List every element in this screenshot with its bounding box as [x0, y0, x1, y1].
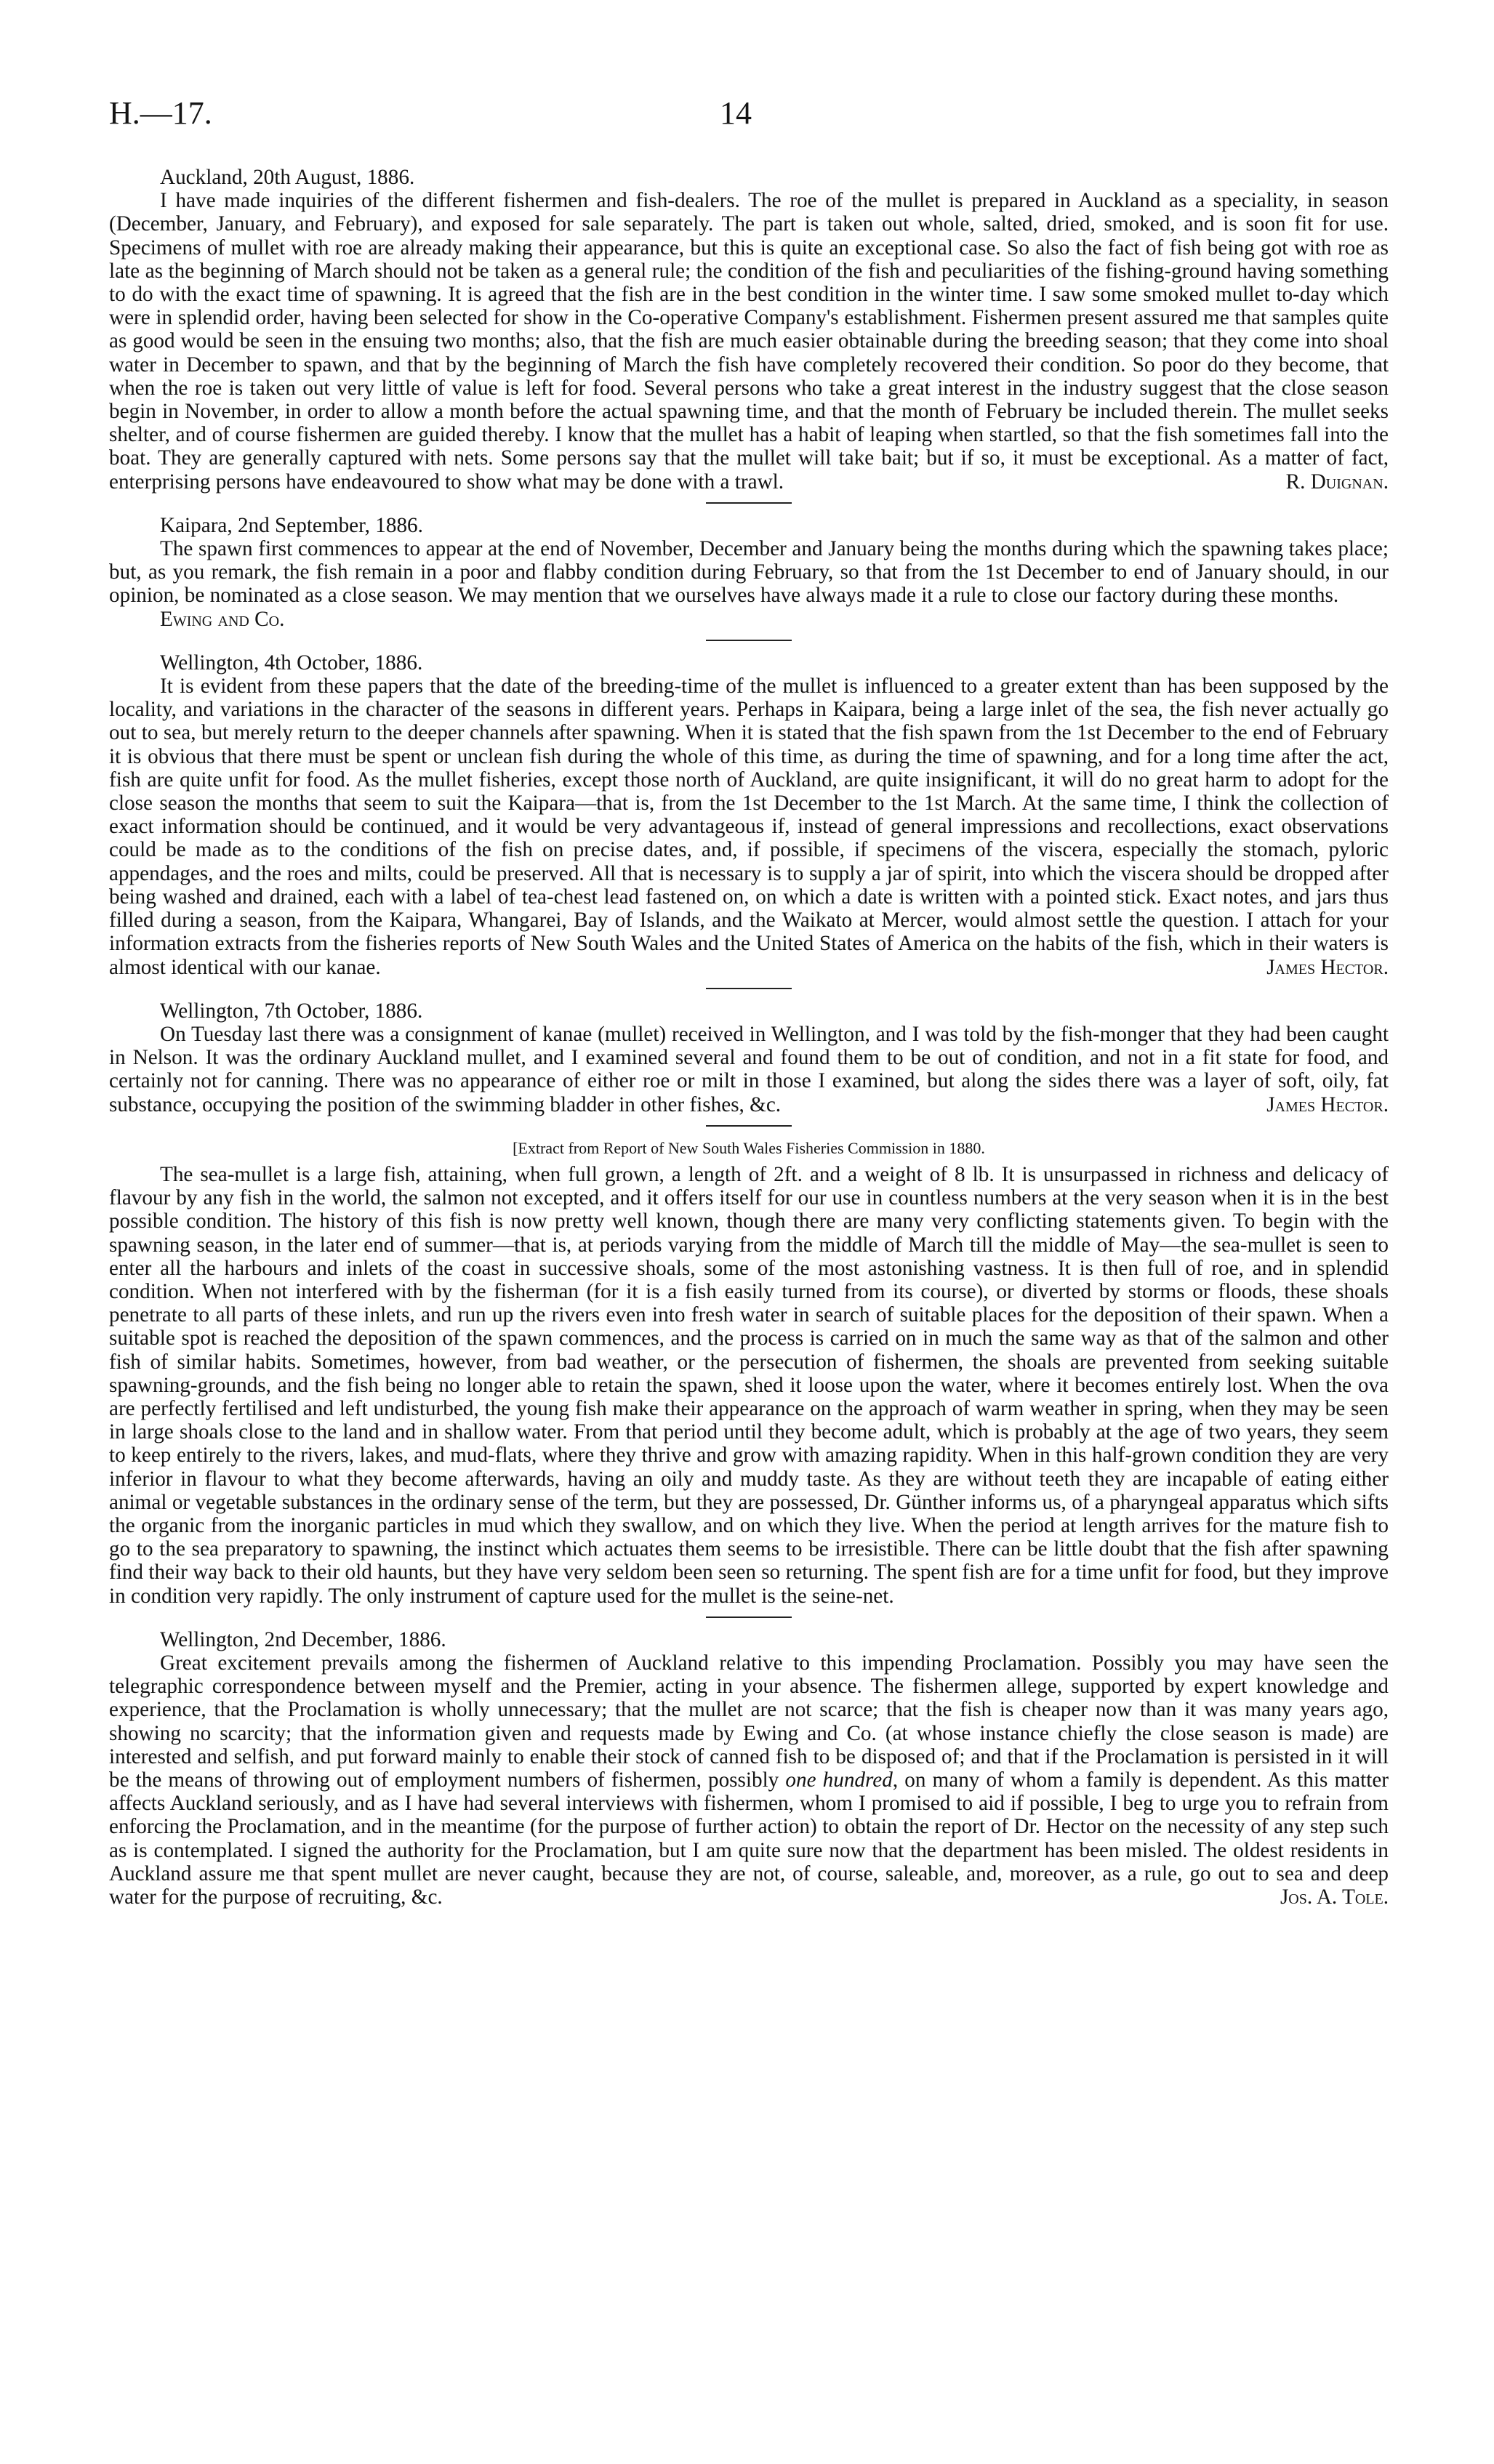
- letter-body: Great excitement prevails among the fishermen of Auckland relative to this impending Proclamation. Possibly you may have seen the telegraphic correspondence between myself and the Premier, acting in your absence. The fishermen allege, supported by expert knowledge and experience, that the Proclamation is wholly unnecessary; that the mullet are not scarce; that the fish is cheaper now than it was many years ago, showing no scarcity; that the information given and requests made by Ewing and Co. (at whose instance chiefly the close season is made) are interested and selfish, and put forward mainly to enable their stock of canned fish to be disposed of; and that if the Proclamation is persisted in it will be the means of throwing out of employment numbers of fishermen, possibly one hundred, on many of whom a family is dependent. As this matter affects Auckland seriously, and as I have had several interviews with fishermen, whom I promised to aid if possible, I beg to urge you to refrain from enforcing the Proclamation, and in the meantime (for the purpose of further action) to obtain the report of Dr. Hector on the necessity of any step such as is contemplated. I signed the authority for the Proclamation, but I am quite sure now that the department has been misled. The oldest residents in Auckland assure me that spent mullet are never caught, because they are not, of course, saleable, and, moreover, as a rule, go out to sea and deep water for the purpose of recruiting, &c. Jos. A. Tole.: [109, 1651, 1389, 1909]
- section-divider: [706, 988, 792, 989]
- section-divider: [706, 1125, 792, 1127]
- letter-dateline: Wellington, 7th October, 1886.: [160, 999, 423, 1023]
- letter-dateline: Kaipara, 2nd September, 1886.: [160, 513, 423, 537]
- letter-hector-1: [109, 651, 1389, 979]
- letter-signature: James Hector.: [1266, 1092, 1389, 1116]
- section-divider: [706, 1617, 792, 1618]
- letter-signature: James Hector.: [1266, 955, 1389, 979]
- extract-heading: [Extract from Report of New South Wales Fisheries Commission in 1880.: [513, 1138, 985, 1157]
- letter-duignan: [109, 166, 1389, 494]
- letter-dateline: Wellington, 4th October, 1886.: [160, 651, 423, 675]
- letter-tole: [109, 1628, 1389, 1909]
- letter-body: On Tuesday last there was a consignment of kanae (mullet) received in Wellington, and I was told by the fish-monger that they had been caught in Nelson. It was the ordinary Auckland mullet, and I examined several and found them to be out of condition, and not in a fit state for food, and certainly not for canning. There was no appearance of either roe or milt in those I examined, but along the sides there was a layer of soft, oily, fat substance, occupying the position of the swimming bladder in other fishes, &c. James Hector.: [109, 1022, 1389, 1116]
- letter-signature: Ewing and Co.: [160, 607, 285, 631]
- emphasis-text: one hundred: [785, 1768, 893, 1792]
- page-number: 14: [720, 95, 752, 131]
- extract-nsw-report: [109, 1137, 1389, 1608]
- letter-dateline: Auckland, 20th August, 1886.: [160, 166, 415, 189]
- letter-body: I have made inquiries of the different fishermen and fish-dealers. The roe of the mullet is prepared in Auckland as a speciality, in season (December, January, and February), and exposed for sale separately. The part is taken out whole, salted, dried, smoked, and is soon fit for use. Specimens of mullet with roe are already making their appearance, but this is quite an exceptional case. So also the fact of fish being got with roe as late as the beginning of March should not be taken as a general rule; the condition of the fish and peculiarities of the fishing-ground having something to do with the exact time of spawning. It is agreed that the fish are in the best condition in the winter time. I saw some smoked mullet to-day which were in splendid order, having been selected for show in the Co-operative Company's establishment. Fishermen present assured me that samples quite as good would be seen in the ensuing two months; also, that the fish are much easier obtainable during the breeding season; that they come into shoal water in December to spawn, and that by the beginning of March the fish have completely recovered their condition. So poor do they become, that when the roe is taken out very little of value is left for food. Several persons who take a great interest in the industry suggest that the close season begin in November, in order to allow a month before the actual spawning time, and that the month of February be included therein. The mullet seeks shelter, and of course fishermen are guided thereby. I know that the mullet has a habit of leaping when startled, so that the fish sometimes fall into the boat. They are generally captured with nets. Some persons say that the mullet will take bait; but if so, it must be exceptional. As a matter of fact, enterprising persons have endeavoured to show what may be done with a trawl. R. Duignan.: [109, 189, 1389, 494]
- extract-body: The sea-mullet is a large fish, attaining, when full grown, a length of 2ft. and a weight of 8 lb. It is unsurpassed in richness and delicacy of flavour by any fish in the world, the salmon not excepted, and it offers itself for our use in countless numbers at the very season when it is in the best possible condition. The history of this fish is now pretty well known, though there are many very conflicting statements given. To begin with the spawning season, in the later end of summer—that is, at periods varying from the middle of March till the middle of May—the sea-mullet is seen to enter all the harbours and inlets of the coast in successive shoals, some of the most astonishing vastness. It is then full of roe, and in splendid condition. When not interfered with by the fisherman (for it is a fish easily turned from its course), or diverted by storms or floods, these shoals penetrate to all parts of these inlets, and run up the rivers even into fresh water in search of suitable places for the deposition of their spawn. When a suitable spot is reached the deposition of the spawn commences, and the process is carried on in much the same way as that of the salmon and other fish of similar habits. Sometimes, however, from bad weather, or the persecution of fishermen, the shoals are prevented from seeking suitable spawning-grounds, and the fish being no longer able to retain the spawn, shed it loose upon the water, where it becomes entirely lost. When the ova are perfectly fertilised and left undisturbed, the young fish make their appearance on the approach of warm weather in spring, when they may be seen in large shoals close to the land and in shallow water. From that period until they become adult, which is probably at the age of two years, they seem to keep entirely to the rivers, lakes, and mud-flats, where they thrive and grow with amazing rapidity. When in this half-grown condition they are very inferior in flavour to what they become afterwards, having an oily and muddy taste. As they are without teeth they are incapable of eating either animal or vegetable substances in the ordinary sense of the term, but they are possessed, Dr. Günther informs us, of a pharyngeal apparatus which sifts the organic from the inorganic particles in mud which they swallow, and on which they live. When the period at length arrives for the mature fish to go to the sea preparatory to spawning, the instinct which actuates them seems to be irresistible. There can be little doubt that the fish after spawning find their way back to their old haunts, but they have very seldom been seen so returning. The spent fish are for a time unfit for food, but they improve in condition very rapidly. The only instrument of capture used for the mullet is the seine-net.: [109, 1162, 1389, 1608]
- letter-body: It is evident from these papers that the date of the breeding-time of the mullet is influenced to a greater extent than has been supposed by the locality, and variations in the character of the seasons in different years. Perhaps in Kaipara, being a large inlet of the sea, the fish never actually go out to sea, but merely return to the deeper channels after spawning. When it is stated that the fish spawn from the 1st December to the end of February it is obvious that there must be spent or unclean fish during the whole of this time, as during the time of spawning, and for a long time after the act, fish are quite unfit for food. As the mullet fisheries, except those north of Auckland, are quite insignificant, it will do no great harm to adopt for the close season the months that seem to suit the Kaipara—that is, from the 1st December to the 1st March. At the same time, I think the collection of exact information should be continued, and it would be very advantageous if, instead of general impressions and recollections, exact observations could be made as to the conditions of the fish on precise dates, and, if possible, if specimens of the viscera, especially the stomach, pyloric appendages, and the roes and milts, could be preserved. All that is necessary is to supply a jar of spirit, into which the viscera should be dropped after being washed and drained, each with a label of tea-chest lead fastened on, on which a date is written with a pointed stick. Exact notes, and jars thus filled during a season, from the Kaipara, Whangarei, Bay of Islands, and the Waikato at Mercer, would almost settle the question. I attach for your information extracts from the fisheries reports of New South Wales and the United States of America on the habits of the fish, which in their waters is almost identical with our kanae. James Hector.: [109, 675, 1389, 979]
- section-divider: [706, 502, 792, 504]
- letter-hector-2: [109, 999, 1389, 1116]
- letter-dateline: Wellington, 2nd December, 1886.: [160, 1627, 446, 1651]
- letter-signature: Jos. A. Tole.: [1280, 1885, 1389, 1909]
- letter-ewing: [109, 514, 1389, 631]
- page-header: [109, 94, 1389, 153]
- section-divider: [706, 640, 792, 641]
- letter-signature: R. Duignan.: [1285, 470, 1389, 494]
- letter-body: The spawn first commences to appear at the end of November, December and January being the months during which the spawning takes place; but, as you remark, the fish remain in a poor and flabby condition during February, so that from the 1st December to end of January should, in our opinion, be nominated as a close season. We may mention that we ourselves have always made it a rule to close our factory during these months.: [109, 537, 1389, 608]
- paper-reference: H.—17.: [109, 95, 212, 131]
- page-content: [109, 166, 1389, 1909]
